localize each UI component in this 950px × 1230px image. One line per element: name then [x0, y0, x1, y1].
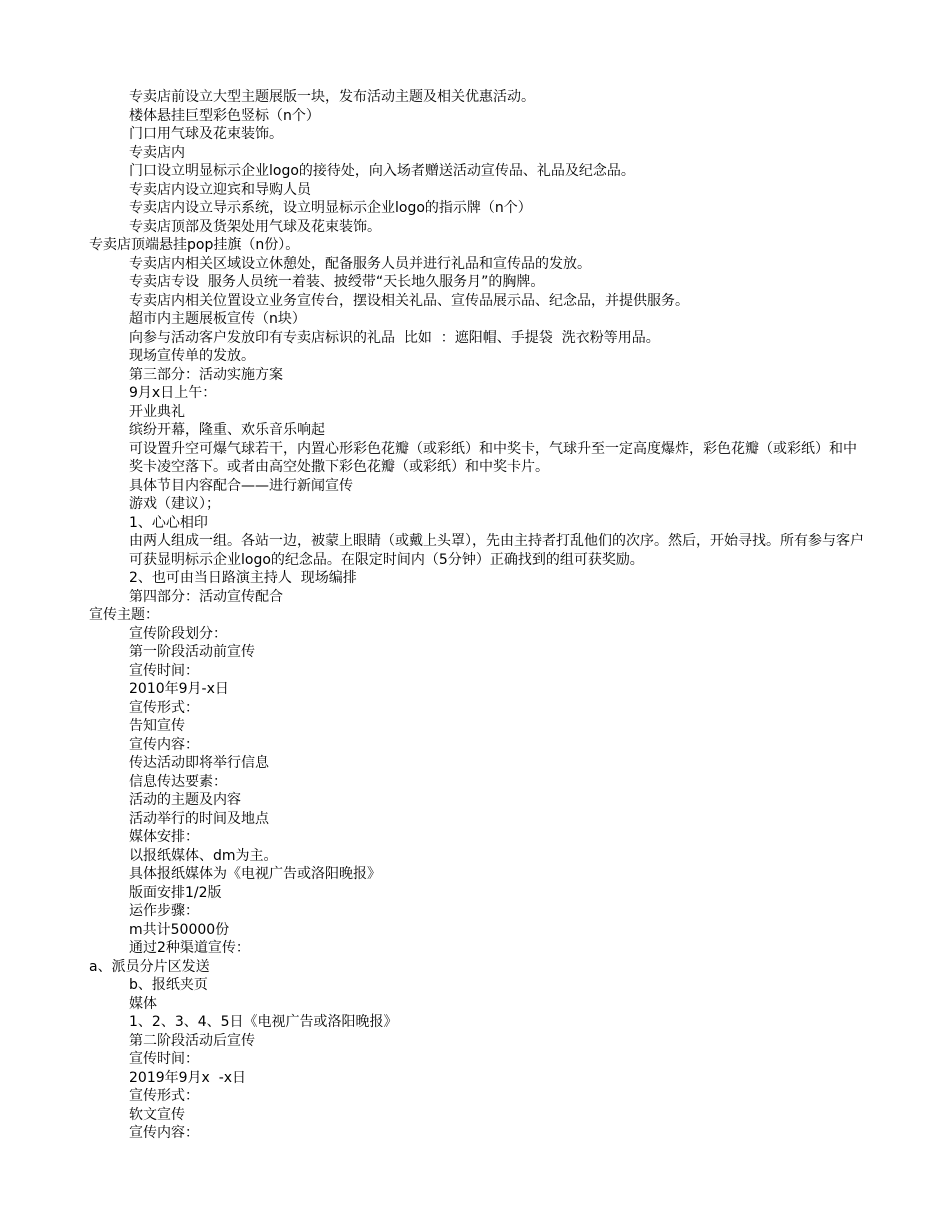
text-line-11: 专卖店专设 服务人员统一着装、披绶带“天长地久服务月”的胸牌。	[129, 274, 545, 290]
text-line-25: 2、也可由当日路演主持人 现场编排	[129, 570, 357, 586]
text-line-13: 超市内主题展板宣传（n块）	[129, 311, 306, 327]
text-line-47: b、报纸夹页	[129, 977, 208, 993]
text-line-23: 1、心心相印	[129, 514, 208, 531]
text-line-48: 媒体	[129, 995, 157, 1012]
text-line-12: 专卖店内相关位置设立业务宣传台，摆设相关礼品、宣传品展示品、纪念品，并提供服务。	[129, 292, 689, 309]
text-line-19: 缤纷开幕，隆重、欢乐音乐响起	[129, 422, 325, 438]
text-line-44: m共计50000份	[129, 921, 230, 938]
text-line-5: 门口设立明显标示企业logo的接待处，向入场者赠送活动宣传品、礼品及纪念品。	[129, 163, 635, 179]
text-line-24: 由两人组成一组。各站一边，被蒙上眼睛（或戴上头罩），先由主持者打乱他们的次序。然后，开始寻找。所有参与客户可获显明标示企业logo的纪念品。在限定时间内（5分钟）正确找到的组可获奖励。	[129, 533, 864, 568]
text-line-14: 向参与活动客户发放印有专卖店标识的礼品 比如 ：遮阳帽、手提袋 洗衣粉等用品。	[129, 329, 660, 346]
text-line-41: 具体报纸媒体为《电视广告或洛阳晚报》	[129, 866, 381, 882]
text-line-6: 专卖店内设立迎宾和导购人员	[129, 181, 311, 198]
text-line-33: 告知宣传	[129, 718, 185, 734]
document-body	[89, 88, 864, 1143]
text-line-36: 信息传达要素：	[129, 773, 227, 790]
text-line-38: 活动举行的时间及地点	[129, 810, 269, 827]
text-line-50: 第二阶段活动后宣传	[129, 1032, 255, 1049]
text-line-9: 专卖店顶端悬挂pop挂旗（n份）。	[89, 237, 300, 253]
text-line-34: 宣传内容：	[129, 736, 199, 753]
text-line-18: 开业典礼	[129, 403, 185, 420]
text-line-21: 具体节目内容配合——进行新闻宣传	[129, 477, 353, 494]
text-line-54: 软文宣传	[129, 1106, 185, 1123]
text-line-42: 版面安排1/2版	[129, 884, 222, 901]
text-line-28: 宣传阶段划分：	[129, 625, 227, 642]
text-line-32: 宣传形式：	[129, 699, 199, 716]
text-line-31: 2010年9月-x日	[129, 681, 229, 697]
text-line-20: 可设置升空可爆气球若干，内置心形彩色花瓣（或彩纸）和中奖卡，气球升至一定高度爆炸，彩色花瓣（或彩纸）和中奖卡凌空落下。或者由高空处撒下彩色花瓣（或彩纸）和中奖卡片。	[129, 440, 857, 475]
text-line-39: 媒体安排：	[129, 829, 199, 845]
text-line-27: 宣传主题：	[89, 607, 159, 623]
text-line-46: a、派员分片区发送	[89, 958, 210, 975]
text-line-53: 宣传形式：	[129, 1088, 199, 1104]
text-line-2: 楼体悬挂巨型彩色竖标（n个）	[129, 107, 320, 124]
text-line-8: 专卖店顶部及货架处用气球及花束装饰。	[129, 218, 381, 235]
text-line-17: 9月x日上午：	[129, 385, 217, 401]
text-line-52: 2019年9月x -x日	[129, 1069, 247, 1086]
text-line-40: 以报纸媒体、dm为主。	[129, 847, 278, 864]
text-line-4: 专卖店内	[129, 144, 185, 161]
text-line-22: 游戏（建议）；	[129, 496, 220, 512]
text-line-35: 传达活动即将举行信息	[129, 755, 269, 771]
text-line-3: 门口用气球及花束装饰。	[129, 126, 283, 142]
text-line-51: 宣传时间：	[129, 1051, 199, 1067]
text-line-45: 通过2种渠道宣传：	[129, 940, 250, 956]
text-line-7: 专卖店内设立导示系统，设立明显标示企业logo的指示牌（n个）	[129, 200, 532, 216]
text-line-30: 宣传时间：	[129, 662, 199, 679]
text-line-26: 第四部分：活动宣传配合	[129, 588, 283, 605]
text-line-16: 第三部分：活动实施方案	[129, 366, 283, 383]
text-line-37: 活动的主题及内容	[129, 792, 241, 808]
text-line-49: 1、2、3、4、5日《电视广告或洛阳晚报》	[129, 1014, 398, 1030]
text-line-55: 宣传内容：	[129, 1125, 199, 1141]
text-line-43: 运作步骤：	[129, 903, 199, 919]
text-line-1: 专卖店前设立大型主题展版一块，发布活动主题及相关优惠活动。	[129, 89, 535, 105]
text-line-10: 专卖店内相关区域设立休憩处，配备服务人员并进行礼品和宣传品的发放。	[129, 255, 591, 272]
text-line-15: 现场宣传单的发放。	[129, 348, 255, 364]
text-line-29: 第一阶段活动前宣传	[129, 644, 255, 660]
